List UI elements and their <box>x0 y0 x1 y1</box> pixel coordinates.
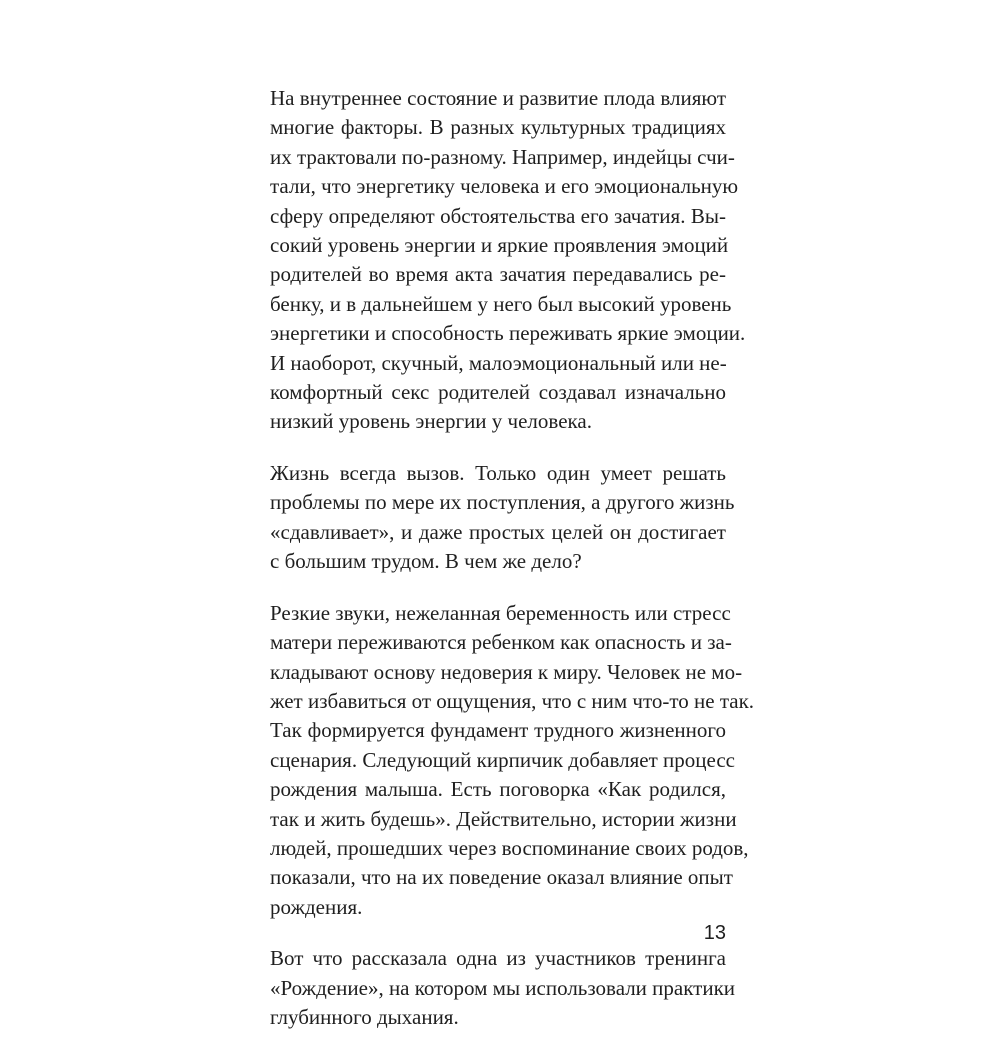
text-line: Жизнь всегда вызов. Только один умеет решать <box>270 460 726 485</box>
text-line: сокий уровень энергии и яркие проявления эмоций <box>270 232 729 257</box>
text-line: жет избавиться от ощущения, что с ним что-то не так. <box>270 689 755 714</box>
text-line: комфортный секс родителей создавал изначально <box>270 379 726 404</box>
text-line: показали, что на их поведение оказал влияние опыт <box>270 865 733 890</box>
text-line: людей, прошедших через воспоминание своих родов, <box>270 835 749 860</box>
text-line: глубинного дыхания. <box>270 1005 459 1030</box>
text-line: Так формируется фундамент трудного жизненного <box>270 718 726 743</box>
text-line: тали, что энергетику человека и его эмоциональную <box>270 174 739 199</box>
text-line: с большим трудом. В чем же дело? <box>270 549 582 574</box>
paragraph-1 <box>270 84 746 437</box>
text-line: рождения. <box>270 894 363 919</box>
text-line: матери переживаются ребенком как опасность и за- <box>270 630 732 655</box>
text-line: бенку, и в дальнейшем у него был высокий уровень <box>270 291 732 316</box>
body-text <box>270 84 755 1055</box>
page-number: 13 <box>703 922 726 944</box>
text-line: проблемы по мере их поступления, а другого жизнь <box>270 490 735 515</box>
text-line: Вот что рассказала одна из участников тренинга <box>270 946 726 971</box>
text-line: так и жить будешь». Действительно, истории жизни <box>270 806 737 831</box>
text-line: рождения малыша. Есть поговорка «Как родился, <box>270 777 726 802</box>
text-line: сферу определяют обстоятельства его зачатия. Вы- <box>270 203 726 228</box>
text-line: их трактовали по-разному. Например, индейцы счи- <box>270 144 735 169</box>
text-line: родителей во время акта зачатия передавались ре- <box>270 262 726 287</box>
paragraph-3 <box>270 599 755 922</box>
text-line: Резкие звуки, нежеланная беременность или стресс <box>270 600 731 625</box>
paragraph-4 <box>270 944 736 1032</box>
text-line: кладывают основу недоверия к миру. Человек не мо- <box>270 659 743 684</box>
text-line: низкий уровень энергии у человека. <box>270 409 592 434</box>
text-line: «Рождение», на котором мы использовали практики <box>270 975 736 1000</box>
text-line: На внутреннее состояние и развитие плода влияют <box>270 86 726 110</box>
text-line: энергетики и способность переживать яркие эмоции. <box>270 321 746 346</box>
text-line: «сдавливает», и даже простых целей он достигает <box>270 519 726 544</box>
paragraph-2 <box>270 459 735 577</box>
text-line: сценария. Следующий кирпичик добавляет процесс <box>270 747 735 772</box>
text-line: многие факторы. В разных культурных традициях <box>270 115 726 140</box>
text-line: И наоборот, скучный, малоэмоциональный или не- <box>270 350 727 375</box>
